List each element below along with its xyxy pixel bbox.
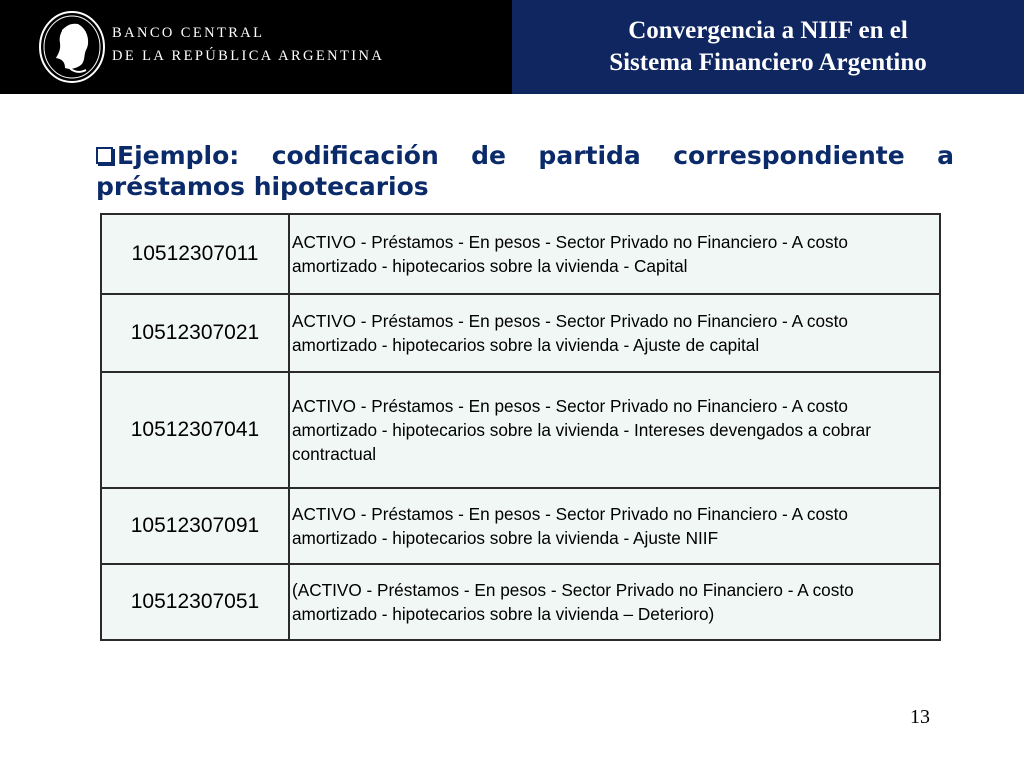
- account-description: ACTIVO - Préstamos - En pesos - Sector Privado no Financiero - A costo amortizado - hipotecarios sobre la vivienda - Ajuste de capital: [289, 294, 940, 372]
- account-code: 10512307041: [101, 372, 289, 488]
- heading-word-4: partida: [538, 141, 641, 170]
- account-description: ACTIVO - Préstamos - En pesos - Sector Privado no Financiero - A costo amortizado - hipotecarios sobre la vivienda - Capital: [289, 214, 940, 294]
- bank-name-line2: DE LA REPÚBLICA ARGENTINA: [112, 48, 385, 64]
- slide-heading: [96, 140, 954, 202]
- header-bar: [0, 0, 1024, 94]
- account-codes-table: [100, 213, 941, 641]
- table-row: [101, 214, 940, 294]
- heading-word-6: a: [937, 141, 954, 170]
- account-description: ACTIVO - Préstamos - En pesos - Sector Privado no Financiero - A costo amortizado - hipotecarios sobre la vivienda - Intereses devengados a cobrar contractual: [289, 372, 940, 488]
- table-row: [101, 488, 940, 564]
- page-number: 13: [910, 706, 930, 728]
- title-line1: Convergencia a NIIF en el: [628, 17, 908, 44]
- heading-line1: [96, 140, 954, 171]
- account-code: 10512307051: [101, 564, 289, 640]
- heading-word-3: de: [471, 141, 507, 170]
- bank-name: [112, 22, 384, 68]
- presentation-title: [512, 0, 1024, 94]
- account-code: 10512307091: [101, 488, 289, 564]
- account-description: (ACTIVO - Préstamos - En pesos - Sector Privado no Financiero - A costo amortizado - hipotecarios sobre la vivienda – Deterioro): [289, 564, 940, 640]
- table-row: [101, 294, 940, 372]
- checkbox-bullet-icon: [96, 147, 113, 164]
- account-code: 10512307011: [101, 214, 289, 294]
- heading-word-5: correspondiente: [673, 141, 905, 170]
- heading-word-2: codificación: [271, 141, 439, 170]
- heading-word-1: Ejemplo:: [96, 140, 239, 171]
- bank-logo-area: [0, 0, 512, 94]
- bank-medallion-icon: [38, 10, 106, 84]
- account-code: 10512307021: [101, 294, 289, 372]
- account-description: ACTIVO - Préstamos - En pesos - Sector Privado no Financiero - A costo amortizado - hipotecarios sobre la vivienda - Ajuste NIIF: [289, 488, 940, 564]
- table-row: [101, 564, 940, 640]
- table-row: [101, 372, 940, 488]
- bank-name-line1: BANCO CENTRAL: [112, 25, 265, 41]
- heading-line2: préstamos hipotecarios: [96, 172, 429, 201]
- title-line2: Sistema Financiero Argentino: [609, 49, 927, 76]
